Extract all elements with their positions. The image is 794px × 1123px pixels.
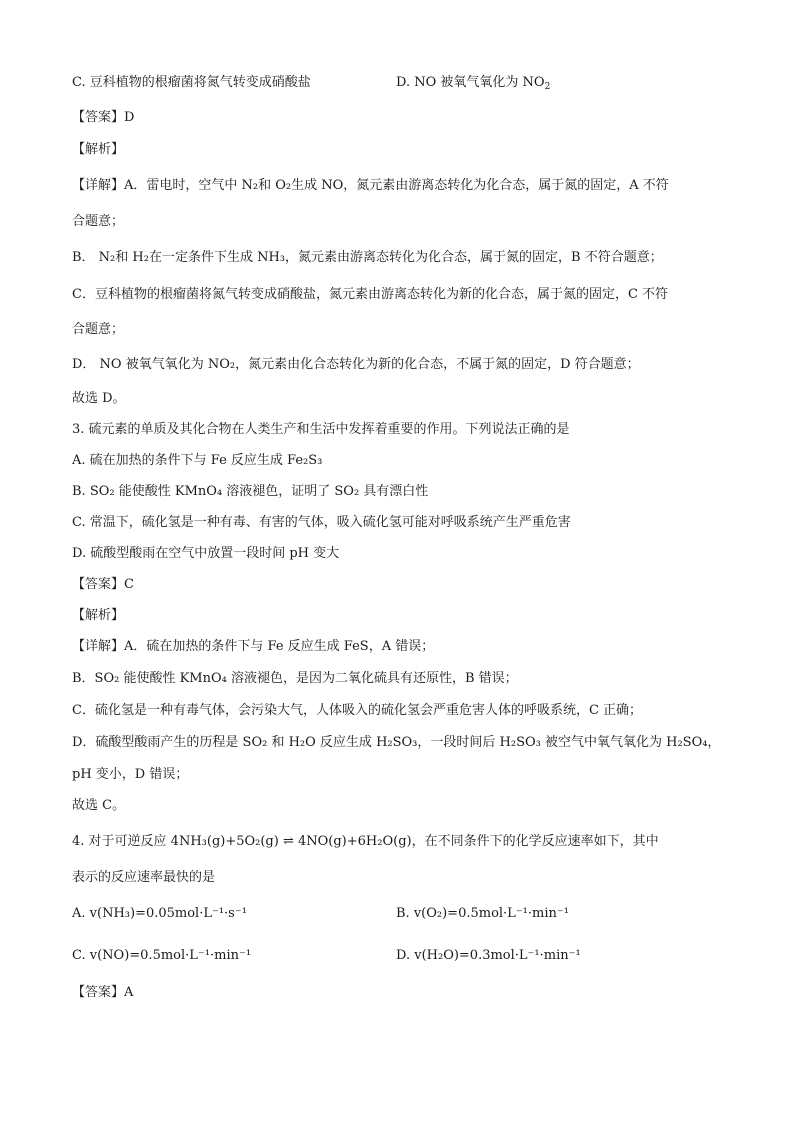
answer-value: A xyxy=(124,985,134,1000)
q3-stem: 3. 硫元素的单质及其化合物在人类生产和生活中发挥着重要的作用。下列说法正确的是 xyxy=(72,422,570,437)
analysis-tag: 【解析】 xyxy=(72,608,125,623)
q2-option-d-sub: 2 xyxy=(544,82,551,92)
q2-detail-a-1 xyxy=(72,177,669,195)
q2-detail-a-2: 合题意； xyxy=(72,214,125,229)
q4-option-d: D. v(H₂O)=0.3mol·L⁻¹·min⁻¹ xyxy=(396,948,581,963)
q2-option-d-text: D. NO 被氧气氧化为 xyxy=(396,75,523,90)
q2-detail-d: D． NO 被氧气氧化为 NO₂，氮元素由化合态转化为新的化合态，不属于氮的固定，D 符合题意； xyxy=(72,357,640,372)
q3-option-c: C. 常温下，硫化氢是一种有毒、有害的气体，吸入硫化氢可能对呼吸系统产生严重危害 xyxy=(72,515,571,530)
q4-option-c: C. v(NO)=0.5mol·L⁻¹·min⁻¹ xyxy=(72,948,252,963)
q3-option-a: A. 硫在加热的条件下与 Fe 反应生成 Fe₂S₃ xyxy=(72,453,323,468)
q2-option-c: C. 豆科植物的根瘤菌将氮气转变成硝酸盐 xyxy=(72,75,311,90)
q3-detail-a xyxy=(72,638,434,656)
q4-answer xyxy=(72,984,133,1002)
answer-tag: 【答案】 xyxy=(72,985,125,1000)
q3-detail-c: C．硫化氢是一种有毒气体，会污染大气，人体吸入的硫化氢会严重危害人体的呼吸系统，C 正确； xyxy=(72,703,643,718)
q2-answer xyxy=(72,109,134,127)
answer-tag: 【答案】 xyxy=(72,577,125,592)
q3-option-b: B. SO₂ 能使酸性 KMnO₄ 溶液褪色，证明了 SO₂ 具有漂白性 xyxy=(72,484,429,499)
q4-stem-1 xyxy=(72,833,659,851)
q3-detail-b: B．SO₂ 能使酸性 KMnO₄ 溶液褪色，是因为二氧化硫具有还原性，B 错误； xyxy=(72,671,518,686)
detail-tag: 【详解】 xyxy=(72,178,125,193)
q4-stem-2: 表示的反应速率最快的是 xyxy=(72,870,216,885)
q3-option-d: D. 硫酸型酸雨在空气中放置一段时间 pH 变大 xyxy=(72,546,340,561)
q4-stem-post: ，在不同条件下的化学反应速率如下，其中 xyxy=(411,834,659,849)
q3-detail-d-1: D．硫酸型酸雨产生的历程是 SO₂ 和 H₂O 反应生成 H₂SO₃，一段时间后 H₂SO₃ 被空气中氧气氧化为 H₂SO₄， xyxy=(72,735,721,750)
answer-value: C xyxy=(124,577,134,592)
q2-detail-c-1: C．豆科植物的根瘤菌将氮气转变成硝酸盐，氮元素由游离态转化为新的化合态，属于氮的固定，C 不符 xyxy=(72,287,669,302)
detail-tag: 【详解】 xyxy=(72,639,125,654)
detail-text: A．雷电时，空气中 N₂和 O₂生成 NO，氮元素由游离态转化为化合态，属于氮的固定，A 不符 xyxy=(124,178,669,193)
q4-option-a: A. v(NH₃)=0.05mol·L⁻¹·s⁻¹ xyxy=(72,906,247,921)
q2-option-d-formula: NO xyxy=(522,75,545,90)
q3-answer xyxy=(72,576,134,594)
q2-option-d xyxy=(396,74,550,92)
answer-tag: 【答案】 xyxy=(72,110,125,125)
answer-value: D xyxy=(124,110,135,125)
q2-detail-b: B． N₂和 H₂在一定条件下生成 NH₃，氮元素由游离态转化为化合态，属于氮的固定，B 不符合题意； xyxy=(72,250,663,265)
detail-text: A．硫在加热的条件下与 Fe 反应生成 FeS，A 错误； xyxy=(124,639,435,654)
q2-choose: 故选 D。 xyxy=(72,391,126,406)
q4-equation: 4NH₃(g)+5O₂(g) ⇌ 4NO(g)+6H₂O(g) xyxy=(170,834,412,849)
q4-option-b: B. v(O₂)=0.5mol·L⁻¹·min⁻¹ xyxy=(396,906,569,921)
analysis-tag: 【解析】 xyxy=(72,142,125,157)
q3-detail-d-2: pH 变小，D 错误； xyxy=(72,767,189,782)
q3-choose: 故选 C。 xyxy=(72,798,126,813)
q2-detail-c-2: 合题意； xyxy=(72,322,125,337)
q4-stem-pre: 4. 对于可逆反应 xyxy=(72,834,171,849)
